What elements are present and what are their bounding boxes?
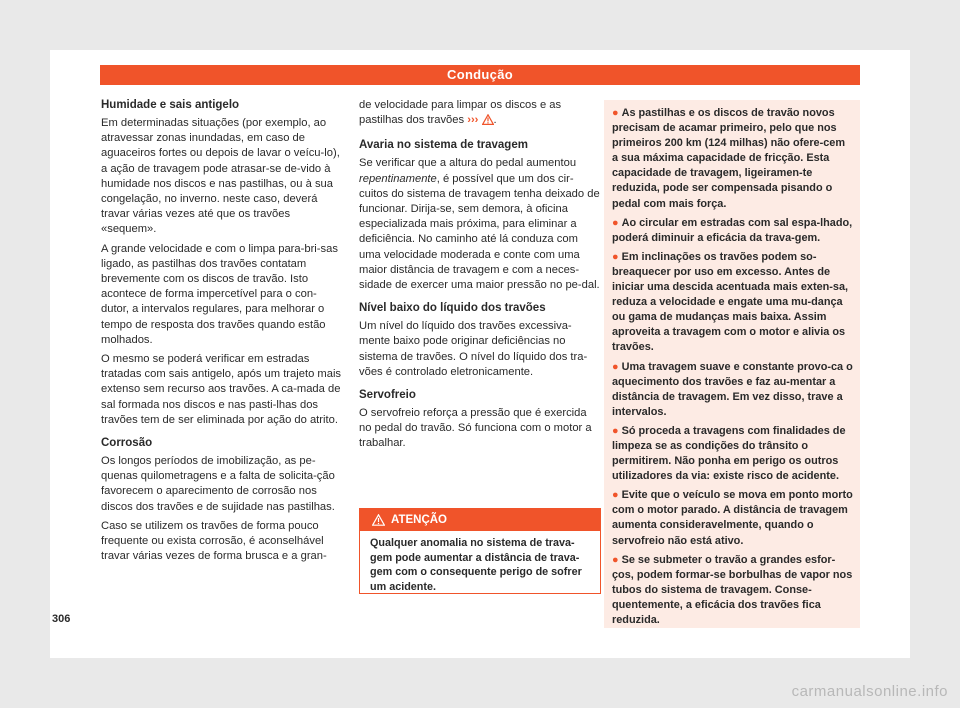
emphasis: repentinamente [359,172,437,185]
warning-text: Qualquer anomalia no sistema de trava-gem pode aumentar a distância de trava-gem com o consequente perigo de sofrer um acidente. [370,537,582,593]
bullet-icon: ● [612,360,619,373]
paragraph: A grande velocidade e com o limpa para-bri-sas ligado, as pastilhas dos travões contatam brevemente com os discos de travão. Isto acontece de forma impercetível para o con-dutor, a intervalos regulares, para melhorar o tempo de resposta dos travões quando estão molhados. [101,242,338,346]
bullet-icon: ● [612,489,619,502]
column-left [101,98,342,568]
cross-reference-link[interactable]: ››› [467,114,479,127]
page-number: 306 [52,613,71,625]
paragraph: O mesmo se poderá verificar em estradas tratadas com sais antigelo, após um trajeto mais extenso sem recurso aos travões. A ca-mada de sal formada nos discos e nas pasti-lhas dos travões tem de ser eliminada por ação do atrito. [101,353,342,426]
paragraph [359,156,601,293]
list-item-text: Ao circular em estradas com sal espa-lhado, poderá diminuir a eficácia da trava-gem. [612,216,853,244]
bullet-icon: ● [612,553,619,566]
paragraph: Caso se utilizem os travões de forma pouco frequente ou exista corrosão, é aconselhável travar várias vezes de forma brusca e a gran- [101,519,327,563]
heading-nivel: Nível baixo do líquido dos travões [359,302,546,315]
list-item [612,360,854,420]
list-item-text: Só proceda a travagens com finalidades de limpeza se as condições do trânsito o permitirem. Não ponha em perigo os outros utilizadores da via: existe risco de acidente. [612,424,846,483]
list-item-text: As pastilhas e os discos de travão novos precisam de acamar primeiro, pelo que nos primeiros 200 km (124 milhas) não ofere-cem a sua máxima capacidade de fricção. Esta capacidade de travagem, ligeiramen-te reduzida, pode ser compensada pisando o pedal com mais força. [612,107,846,210]
column-right-warnings [604,100,860,628]
paragraph: Em determinadas situações (por exemplo, ao atravessar zonas inundadas, em caso de aguaceiros fortes ou depois de lavar o veícu-lo), a ação de travagem pode atrasar-se de-vido à humidade nos discos e nas pastilhas, ou à sua congelação, no inverno. neste caso, deverá travar várias vezes até que os travões «sequem». [101,117,340,236]
paragraph: O servofreio reforça a pressão que é exercida no pedal do travão. Só funciona com o motor a trabalhar. [359,407,592,450]
list-item [612,106,854,212]
warning-bullet-list [612,106,854,628]
list-item-text: Se se submeter o travão a grandes esfor-ços, podem formar-se borbulhas de vapor nos tubos do sistema de travagem. Conse-quentemente, a eficácia dos travões fica reduzida. [612,553,853,626]
bullet-icon: ● [612,107,619,119]
list-item [612,488,854,548]
text: de velocidade para limpar os discos e as pastilhas dos travões [359,99,562,127]
paragraph [359,98,601,130]
list-item [612,250,854,356]
text: . [493,114,497,127]
warning-header [360,509,600,531]
paragraph: Os longos períodos de imobilização, as pe-quenas quilometragens e a falta de solicita-ção favorecem o aparecimento de corrosão nos discos dos travões e de sujidade nas pastilhas. [101,455,335,513]
list-item-text: Evite que o veículo se mova em ponto morto com o motor parado. A distância de travagem aumenta consideravelmente, quando o servofreio não está ativo. [612,489,853,547]
bullet-icon: ● [612,216,619,229]
bullet-icon: ● [612,424,619,437]
heading-humidade: Humidade e sais antigelo [101,99,240,111]
list-item-text: Em inclinações os travões podem so-breaquecer por uso em excesso. Antes de iniciar uma descida acentuada mais exten-sa, reduza a velocidade e engate uma mu-dança ou gama de mudanças mais baixa. Assim aproveita a travagem com o motor e alivia os travões. [612,250,849,354]
heading-servofreio: Servofreio [359,389,416,402]
column-middle [359,98,601,456]
paragraph: Um nível do líquido dos travões excessiva-mente baixo pode originar deficiências no sistema de travões. O nível do líquido dos tra-vões é controlado eletronicamente. [359,320,588,378]
text: Se verificar que a altura do pedal aumentou [359,157,577,170]
warning-triangle-icon [482,114,494,130]
heading-avaria: Avaria no sistema de travagem [359,139,528,152]
section-header: Condução [100,65,860,85]
watermark: carmanualsonline.info [791,683,948,700]
heading-corrosao: Corrosão [101,437,153,450]
warning-triangle-icon [372,512,385,534]
text: , é possível que um dos cir-cuitos do sistema de travagem tenha deixado de funcionar. Dirija-se, sem demora, à oficina especializada mais próxima, para eliminar a deficiência. No caminho até lá conduza com uma velocidade moderada e conte com uma maior distância de travagem e com a neces-sidade de exercer uma maior pressão no pe-dal. [359,172,600,292]
list-item [612,424,854,484]
list-item-text: Uma travagem suave e constante provo-ca o aquecimento dos travões e faz au-mentar a distância de travagem. Em vez disso, trave a intervalos. [612,360,853,418]
bullet-icon: ● [612,250,619,263]
list-item [612,216,854,246]
warning-box [359,508,601,594]
warning-title: ATENÇÃO [391,514,448,526]
list-item [612,553,854,628]
